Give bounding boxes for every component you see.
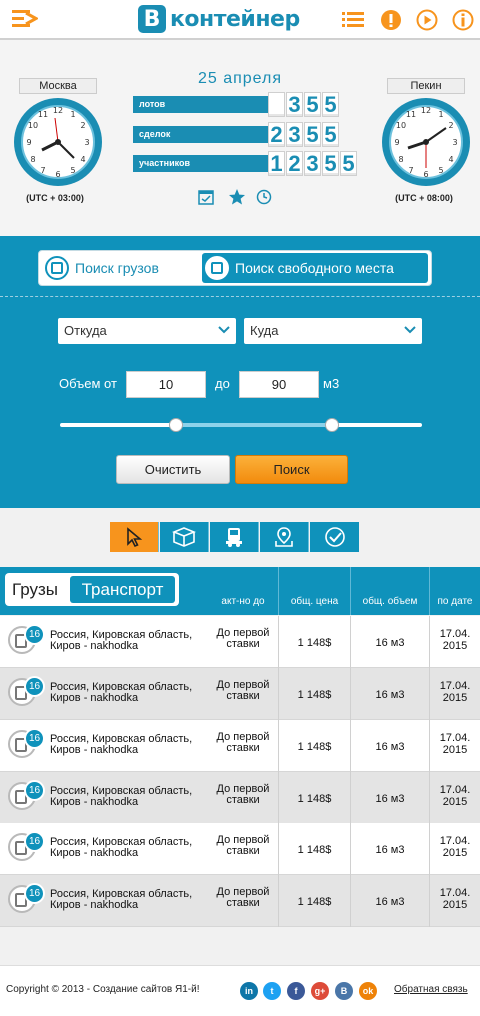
route-line-2: Киров - nakhodka — [50, 744, 139, 756]
tab-transport[interactable]: Транспорт — [70, 576, 175, 603]
svg-text:4: 4 — [80, 155, 86, 164]
table-row[interactable] — [0, 772, 480, 824]
digit: 5 — [322, 122, 339, 147]
svg-text:5: 5 — [438, 166, 444, 175]
list-icon[interactable] — [342, 9, 364, 31]
tool-done[interactable] — [310, 522, 359, 552]
from-select[interactable] — [58, 318, 236, 344]
count-badge: 16 — [24, 883, 45, 904]
svg-text:6: 6 — [55, 170, 61, 179]
active-line-1: До первой — [216, 783, 270, 795]
route[interactable] — [50, 837, 192, 859]
total-volume: 16 м3 — [375, 793, 405, 805]
total-volume: 16 м3 — [375, 637, 405, 649]
calendar-icon[interactable] — [198, 189, 214, 205]
svg-text:12: 12 — [420, 106, 432, 115]
route-line-2: Киров - nakhodka — [50, 847, 139, 859]
active-until — [210, 835, 276, 857]
count-badge: 16 — [24, 728, 45, 749]
svg-text:4: 4 — [448, 155, 454, 164]
from-select-value: Откуда — [64, 323, 107, 338]
digit: 2 — [286, 151, 303, 176]
active-until — [210, 628, 276, 650]
route-line-2: Киров - nakhodka — [50, 899, 139, 911]
table-row[interactable] — [0, 875, 480, 927]
svg-text:10: 10 — [27, 121, 39, 130]
search-button[interactable]: Поиск — [235, 455, 348, 484]
route[interactable] — [50, 786, 192, 808]
check-icon — [324, 526, 346, 548]
volume-unit: м3 — [323, 376, 340, 391]
table-row[interactable] — [0, 668, 480, 720]
space-tab-icon — [205, 256, 229, 280]
active-line-1: До первой — [216, 886, 270, 898]
route[interactable] — [50, 734, 192, 756]
active-line-1: До первой — [216, 834, 270, 846]
total-volume: 16 м3 — [375, 689, 405, 701]
date-line-1: 17.04. — [439, 784, 471, 796]
svg-text:9: 9 — [394, 138, 400, 147]
date — [430, 628, 480, 652]
active-line-1: До первой — [216, 679, 270, 691]
active-line-2: ставки — [226, 794, 260, 806]
svg-text:2: 2 — [448, 121, 454, 130]
tool-transport[interactable] — [210, 522, 259, 552]
copyright: Copyright © 2013 - Создание сайтов Я1-й! — [6, 984, 200, 995]
volume-from-input[interactable]: 10 — [126, 371, 206, 398]
logo[interactable] — [138, 4, 300, 34]
svg-text:8: 8 — [30, 155, 36, 164]
digit: 3 — [286, 92, 303, 117]
stat-digits-lots — [268, 92, 340, 117]
stat-label-lots: лотов — [133, 96, 268, 113]
digit: 5 — [322, 151, 339, 176]
date-line-1: 17.04. — [439, 732, 471, 744]
tab-search-space[interactable] — [202, 253, 428, 283]
svg-text:3: 3 — [452, 138, 458, 147]
svg-text:8: 8 — [398, 155, 404, 164]
total-volume: 16 м3 — [375, 741, 405, 753]
col-total-price[interactable]: общ. цена — [290, 596, 339, 607]
column-separator — [350, 567, 351, 615]
svg-text:6: 6 — [423, 170, 429, 179]
active-until — [210, 887, 276, 909]
active-until — [210, 732, 276, 754]
date-line-1: 17.04. — [439, 680, 471, 692]
active-until — [210, 680, 276, 702]
linkedin-icon[interactable]: in — [240, 982, 258, 1000]
digit — [268, 92, 285, 117]
svg-text:3: 3 — [84, 138, 90, 147]
tab-search-cargo-label: Поиск грузов — [75, 260, 159, 276]
clock-left — [12, 96, 104, 188]
clock-right — [380, 96, 472, 188]
route-line-1: Россия, Кировская область, — [50, 785, 193, 797]
stat-digits-participants — [268, 151, 358, 176]
digit: 3 — [304, 151, 321, 176]
clock-icon[interactable] — [256, 189, 272, 205]
total-price: 1 148$ — [297, 844, 332, 856]
date-line-2: 2015 — [442, 847, 468, 859]
date — [430, 887, 480, 911]
city-left: Москва — [19, 78, 97, 94]
date-line-2: 2015 — [442, 640, 468, 652]
active-line-2: ставки — [226, 742, 260, 754]
utc-right: (UTC + 08:00) — [395, 193, 453, 203]
total-price: 1 148$ — [297, 741, 332, 753]
digit: 2 — [268, 122, 285, 147]
active-line-2: ставки — [226, 845, 260, 857]
volume-slider-range — [176, 423, 332, 427]
route-line-2: Киров - nakhodka — [50, 640, 139, 652]
date-line-1: 17.04. — [439, 835, 471, 847]
active-line-1: До первой — [216, 731, 270, 743]
active-line-1: До первой — [216, 627, 270, 639]
menu-arrow-icon[interactable] — [12, 8, 38, 30]
total-price: 1 148$ — [297, 793, 332, 805]
tool-map[interactable] — [260, 522, 309, 552]
route[interactable] — [50, 630, 192, 652]
route-line-2: Киров - nakhodka — [50, 796, 139, 808]
logo-text: контейнер — [170, 6, 300, 32]
count-badge: 16 — [24, 676, 45, 697]
count-badge: 16 — [24, 831, 45, 852]
date — [430, 680, 480, 704]
odnoklassniki-icon[interactable]: ok — [359, 982, 377, 1000]
active-line-2: ставки — [226, 638, 260, 650]
to-select[interactable] — [244, 318, 422, 344]
svg-text:7: 7 — [40, 166, 46, 175]
clear-button[interactable]: Очистить — [116, 455, 230, 484]
volume-from-label: Объем от — [59, 376, 117, 391]
svg-text:10: 10 — [395, 121, 407, 130]
date-line-2: 2015 — [442, 796, 468, 808]
tool-cargo[interactable] — [160, 522, 209, 552]
tab-search-cargo[interactable] — [42, 253, 198, 283]
facebook-icon[interactable]: f — [287, 982, 305, 1000]
table-row[interactable] — [0, 823, 480, 875]
route-line-2: Киров - nakhodka — [50, 692, 139, 704]
total-volume: 16 м3 — [375, 896, 405, 908]
col-total-volume[interactable]: общ. объем — [362, 596, 418, 607]
play-icon[interactable] — [416, 9, 438, 31]
table-row[interactable] — [0, 616, 480, 668]
feedback-link[interactable]: Обратная связь — [394, 984, 468, 995]
volume-slider-min-handle[interactable] — [169, 418, 183, 432]
svg-text:11: 11 — [405, 110, 417, 119]
chevron-down-icon — [218, 326, 230, 334]
route[interactable] — [50, 889, 192, 911]
twitter-icon[interactable]: t — [263, 982, 281, 1000]
city-right: Пекин — [387, 78, 465, 94]
route[interactable] — [50, 682, 192, 704]
vk-icon[interactable]: B — [335, 982, 353, 1000]
digit: 3 — [286, 122, 303, 147]
date-line-2: 2015 — [442, 692, 468, 704]
stat-digits-deals — [268, 122, 340, 147]
col-by-date[interactable]: по дате — [437, 596, 473, 607]
column-separator — [278, 567, 279, 615]
star-icon[interactable] — [228, 188, 246, 206]
info-icon[interactable] — [452, 9, 474, 31]
volume-to-input[interactable]: 90 — [239, 371, 319, 398]
count-badge: 16 — [24, 780, 45, 801]
digit: 5 — [304, 92, 321, 117]
route-line-1: Россия, Кировская область, — [50, 733, 193, 745]
svg-text:11: 11 — [37, 110, 49, 119]
digit: 1 — [268, 151, 285, 176]
to-select-value: Куда — [250, 323, 279, 338]
stats-date: 25 апреля — [197, 70, 283, 87]
date-line-2: 2015 — [442, 744, 468, 756]
svg-text:1: 1 — [70, 110, 76, 119]
date-line-2: 2015 — [442, 899, 468, 911]
svg-text:9: 9 — [26, 138, 32, 147]
tab-search-space-label: Поиск свободного места — [235, 260, 394, 276]
logo-letter: В — [138, 5, 166, 33]
utc-left: (UTC + 03:00) — [26, 193, 84, 203]
total-price: 1 148$ — [297, 896, 332, 908]
active-until — [210, 784, 276, 806]
total-volume: 16 м3 — [375, 844, 405, 856]
tab-cargo[interactable]: Грузы — [12, 580, 59, 599]
route-line-1: Россия, Кировская область, — [50, 888, 193, 900]
date — [430, 732, 480, 756]
svg-text:5: 5 — [70, 166, 76, 175]
svg-text:1: 1 — [438, 110, 444, 119]
volume-slider-max-handle[interactable] — [325, 418, 339, 432]
total-price: 1 148$ — [297, 689, 332, 701]
total-price: 1 148$ — [297, 637, 332, 649]
col-active-until[interactable]: акт-но до — [221, 596, 265, 607]
table-row[interactable] — [0, 720, 480, 772]
cargo-tab-icon — [45, 256, 69, 280]
active-line-2: ставки — [226, 897, 260, 909]
active-line-2: ставки — [226, 690, 260, 702]
route-line-1: Россия, Кировская область, — [50, 681, 193, 693]
info-warning-icon[interactable] — [380, 9, 402, 31]
map-pin-icon — [273, 526, 295, 548]
truck-icon — [223, 526, 245, 548]
box-icon — [172, 526, 196, 548]
svg-text:2: 2 — [80, 121, 86, 130]
volume-to-label: до — [215, 376, 230, 391]
count-badge: 16 — [24, 624, 45, 645]
stat-label-deals: сделок — [133, 126, 268, 143]
date — [430, 784, 480, 808]
date-line-1: 17.04. — [439, 628, 471, 640]
date — [430, 835, 480, 859]
column-separator — [429, 567, 430, 615]
route-line-1: Россия, Кировская область, — [50, 629, 193, 641]
route-line-1: Россия, Кировская область, — [50, 836, 193, 848]
svg-text:12: 12 — [52, 106, 64, 115]
tool-select[interactable] — [110, 522, 159, 552]
cursor-icon — [123, 526, 145, 548]
chevron-down-icon — [404, 326, 416, 334]
google-plus-icon[interactable]: g+ — [311, 982, 329, 1000]
svg-text:7: 7 — [408, 166, 414, 175]
digit: 5 — [304, 122, 321, 147]
digit: 5 — [322, 92, 339, 117]
digit: 5 — [340, 151, 357, 176]
divider — [0, 296, 480, 297]
date-line-1: 17.04. — [439, 887, 471, 899]
stat-label-participants: участников — [133, 155, 268, 172]
